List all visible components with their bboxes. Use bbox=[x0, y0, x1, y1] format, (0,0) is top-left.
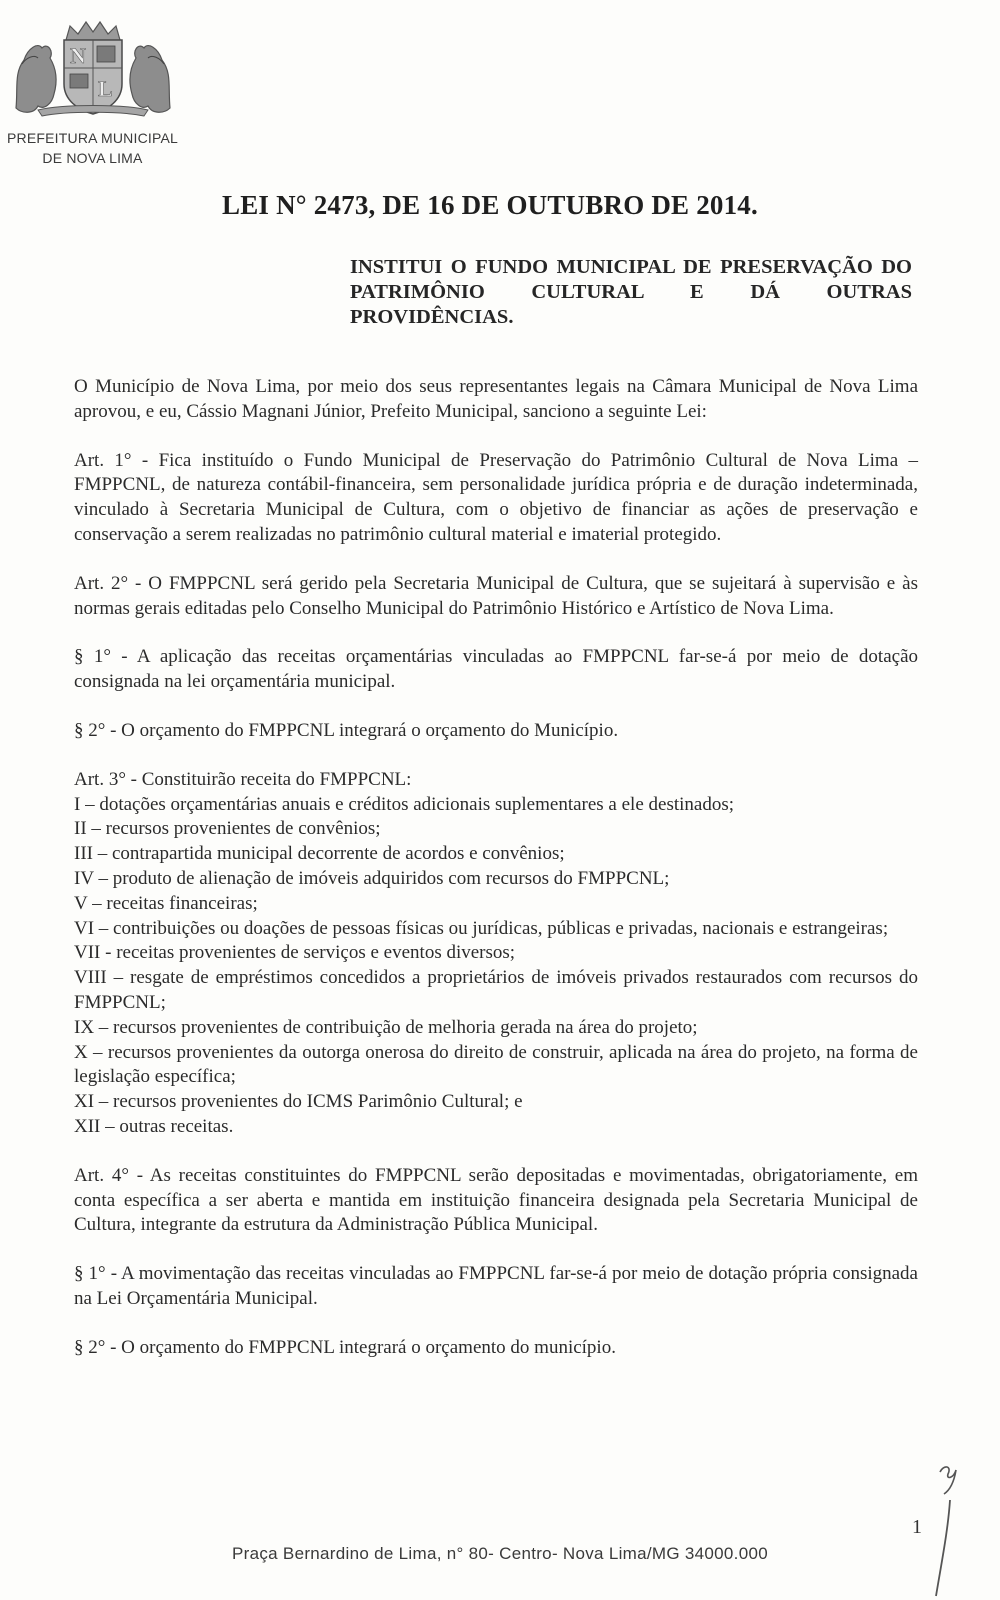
article-3-item: I – dotações orçamentárias anuais e créditos adicionais suplementares a ele destinados; bbox=[74, 793, 734, 815]
law-title: LEI N° 2473, DE 16 DE OUTUBRO DE 2014. bbox=[222, 190, 758, 220]
article-3-heading: Art. 3° - Constituirão receita do FMPPCNL: bbox=[74, 768, 412, 790]
law-summary: INSTITUI O FUNDO MUNICIPAL DE PRESERVAÇÃO DO PATRIMÔNIO CULTURAL E DÁ OUTRAS PROVIDÊNCIAS. bbox=[350, 256, 912, 328]
article-3-item: X – recursos provenientes da outorga onerosa do direito de construir, aplicada na área do projeto, na forma de legislação específica; bbox=[74, 1041, 918, 1088]
municipality-line-1: PREFEITURA MUNICIPAL bbox=[7, 130, 178, 146]
article-3 bbox=[74, 768, 918, 1140]
article-4-paragraph-2: § 2° - O orçamento do FMPPCNL integrará o orçamento do município. bbox=[74, 1336, 616, 1358]
article-1: Art. 1° - Fica instituído o Fundo Municipal de Preservação do Patrimônio Cultural de Nova Lima – FMPPCNL, de natureza contábil-financeira, sem personalidade jurídica própria e de duração indeterminada, vinculado à Secretaria Municipal de Cultura, com o objetivo de financiar as ações de preservação e conservação a serem realizadas no patrimônio cultural material e imaterial protegido. bbox=[74, 449, 918, 545]
article-3-item: III – contrapartida municipal decorrente de acordos e convênios; bbox=[74, 843, 565, 865]
svg-text:N: N bbox=[70, 43, 86, 68]
coat-of-arms-icon bbox=[8, 18, 178, 118]
preamble: O Município de Nova Lima, por meio dos seus representantes legais na Câmara Municipal de Nova Lima aprovou, e eu, Cássio Magnani Júnior, Prefeito Municipal, sanciono a seguinte Lei: bbox=[74, 376, 918, 422]
article-3-item: XII – outras receitas. bbox=[74, 1115, 234, 1137]
article-3-item: II – recursos provenientes de convênios; bbox=[74, 818, 381, 840]
article-4: Art. 4° - As receitas constituintes do FMPPCNL serão depositadas e movimentadas, obrigatoriamente, em conta específica a ser aberta e mantida em instituição financeira designada pela Secretaria Municipal de Cultura, integrante da estrutura da Administração Pública Municipal. bbox=[74, 1164, 918, 1236]
footer-address: Praça Bernardino de Lima, n° 80- Centro- Nova Lima/MG 34000.000 bbox=[232, 1544, 768, 1563]
article-2-paragraph-1: § 1° - A aplicação das receitas orçamentárias vinculadas ao FMPPCNL far-se-á por meio de dotação consignada na lei orçamentária municipal. bbox=[74, 646, 918, 693]
page-number: 1 bbox=[912, 1516, 922, 1538]
municipality-name bbox=[0, 128, 185, 168]
article-3-item: IX – recursos provenientes de contribuição de melhoria gerada na área do projeto; bbox=[74, 1016, 698, 1038]
signature-initials-icon bbox=[930, 1460, 980, 1600]
article-2-paragraph-2: § 2° - O orçamento do FMPPCNL integrará o orçamento do Município. bbox=[74, 719, 619, 741]
article-4-paragraph-1: § 1° - A movimentação das receitas vinculadas ao FMPPCNL far-se-á por meio de dotação própria consignada na Lei Orçamentária Municipal. bbox=[74, 1263, 918, 1309]
article-2: Art. 2° - O FMPPCNL será gerido pela Secretaria Municipal de Cultura, que se sujeitará à supervisão e às normas gerais editadas pelo Conselho Municipal do Patrimônio Histórico e Artístico de Nova Lima. bbox=[74, 572, 918, 619]
article-3-item: VII - receitas provenientes de serviços e eventos diversos; bbox=[74, 942, 516, 964]
svg-text:L: L bbox=[98, 76, 113, 101]
municipality-line-2: DE NOVA LIMA bbox=[42, 150, 143, 166]
article-3-item: IV – produto de alienação de imóveis adquiridos com recursos do FMPPCNL; bbox=[74, 867, 670, 889]
article-3-item: VIII – resgate de empréstimos concedidos a proprietários de imóveis privados restaurados com recursos do FMPPCNL; bbox=[74, 967, 918, 1013]
law-body bbox=[74, 375, 918, 1385]
article-3-item: XI – recursos provenientes do ICMS Parimônio Cultural; e bbox=[74, 1091, 523, 1113]
article-3-item: V – receitas financeiras; bbox=[74, 892, 258, 914]
article-3-item: VI – contribuições ou doações de pessoas físicas ou jurídicas, públicas e privadas, nacionais e estrangeiras; bbox=[74, 917, 889, 939]
